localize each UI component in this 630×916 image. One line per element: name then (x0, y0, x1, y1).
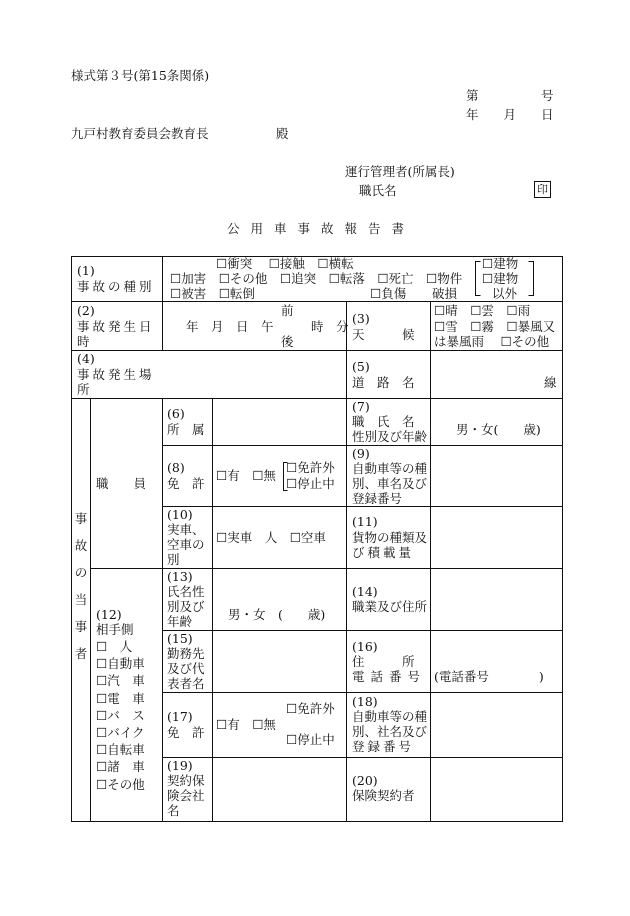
party-type-item: ☐自動車 (96, 656, 145, 672)
load-status-label-2: 空車の (167, 537, 205, 552)
road-label: 道 路 名 (352, 375, 415, 390)
party-name-label-3: 年齢 (167, 614, 193, 629)
load-status-label-number: (10) (167, 507, 193, 522)
date-fields: 年 月 日 午 時 分 (186, 319, 349, 334)
party-vehicle-label-3: 登録番号 (352, 739, 415, 754)
party-vehicle-label-number: (18) (352, 694, 378, 709)
name-label: 職氏名 (359, 183, 397, 198)
addressee-honorific: 殿 (276, 126, 289, 141)
vehicle-label-number: (9) (352, 446, 370, 461)
date-label-tail: 時 (77, 334, 90, 349)
type-label: 事故の種別 (77, 279, 155, 294)
insurer-label-3: 名 (167, 803, 180, 818)
addressee: 九戸村教育委員会教育長 (71, 126, 209, 141)
party-type-item: ☐バ ス (96, 707, 145, 723)
policyholder-label: 保険契約者 (352, 788, 415, 803)
type-label-number: (1) (77, 263, 95, 278)
party-vehicle-label-2: 別、社名及び (352, 724, 428, 739)
place-label-number: (4) (77, 351, 95, 366)
type-building: ☐建物 (482, 256, 519, 271)
staff-name-label-number: (7) (352, 399, 370, 414)
party-name-label-2: 別及び (167, 599, 205, 614)
type-building-2: ☐建物 (482, 271, 519, 286)
party-label: 相手側 (96, 622, 134, 637)
road-suffix: 線 (544, 375, 557, 390)
road-label-number: (5) (352, 359, 370, 374)
date-pm: 後 (281, 334, 294, 349)
cargo-label-2: び積載量 (352, 545, 415, 560)
parties-side-label: 事故の当事者 (74, 511, 88, 661)
party-gender-age: 男・女 ( 歳) (228, 607, 326, 622)
insurer-label-number: (19) (167, 758, 193, 773)
cargo-label-1: 貨物の種類及 (352, 530, 428, 545)
party-type-item: ☐電 車 (96, 690, 145, 706)
document-title: 公用車事故報告書 (227, 221, 416, 236)
policyholder-label-number: (20) (352, 773, 378, 788)
party-license-outside: ☐免許外 (286, 701, 335, 716)
phone-value: (電話番号 ) (434, 669, 544, 684)
license-suspended: ☐停止中 (286, 476, 335, 491)
license-outside: ☐免許外 (286, 460, 335, 475)
date-label-number: (2) (77, 303, 95, 318)
type-building-other: 以外 (492, 286, 518, 301)
party-type-item: ☐自転車 (96, 742, 145, 758)
vehicle-label-3: 登録番号 (352, 491, 403, 506)
party-vehicle-label-1: 自動車等の種 (352, 709, 428, 724)
address-label: 住 所 (352, 654, 415, 669)
license-label: 免 許 (167, 476, 205, 491)
vehicle-label-2: 別、車名及び (352, 476, 428, 491)
party-type-item: ☐その他 (96, 776, 145, 792)
place-label: 事故発生場 (77, 367, 155, 382)
party-type-item: ☐バイク (96, 725, 145, 741)
employer-label-2: 及び代 (167, 661, 205, 676)
type-options-line2: ☐加害 ☐その他 ☐追突 ☐転落 ☐死亡 ☐物件 (170, 271, 463, 286)
staff-gender-age-label: 性別及び年齢 (352, 429, 428, 444)
weather-options-3: は暴風雨 ☐その他 (434, 334, 550, 349)
weather-label-number: (3) (352, 311, 370, 326)
party-type-list (96, 638, 145, 793)
party-license-label-number: (17) (167, 709, 193, 724)
party-name-label-1: 氏名性 (167, 584, 205, 599)
cargo-label-number: (11) (352, 514, 378, 529)
type-options-line1: ☐衝突 ☐接触 ☐横転 (216, 256, 354, 271)
insurer-label-2: 険会社 (167, 788, 205, 803)
report-date-line: 年 月 日 (466, 107, 554, 122)
party-license-options: ☐有 ☐無 (216, 717, 276, 732)
type-options-line3: ☐被害 ☐転倒 (170, 286, 255, 301)
report-number-line: 第 号 (466, 88, 554, 103)
seal-mark: 印 (534, 181, 551, 198)
load-status-options: ☐実車 人 ☐空車 (216, 530, 326, 545)
party-job-label-number: (14) (352, 584, 378, 599)
vehicle-label-1: 自動車等の種 (352, 461, 428, 476)
address-label-number: (16) (352, 639, 378, 654)
dept-label: 所 属 (167, 422, 205, 437)
license-options: ☐有 ☐無 (216, 468, 276, 483)
date-am: 前 (281, 303, 294, 318)
employer-label-number: (15) (167, 631, 193, 646)
party-type-item: ☐ 人 (96, 639, 133, 654)
party-license-label: 免 許 (167, 725, 205, 740)
place-label-tail: 所 (77, 382, 90, 397)
party-label-number: (12) (96, 607, 122, 622)
staff-gender-age: 男・女( 歳) (456, 422, 541, 437)
party-type-item: ☐汽 車 (96, 673, 145, 689)
weather-options-2: ☐雪 ☐霧 ☐暴風又 (434, 319, 556, 334)
staff-name-label: 職 氏 名 (352, 414, 415, 429)
form-number: 様式第３号(第15条関係) (71, 68, 210, 83)
phone-label: 電話番号 (352, 669, 427, 684)
party-license-suspended: ☐停止中 (286, 732, 335, 747)
type-damage: 破損 (432, 286, 458, 301)
employer-label-1: 勤務先 (167, 646, 205, 661)
load-status-label-3: 別 (167, 552, 180, 567)
staff-label: 職 員 (96, 476, 147, 491)
party-job-label: 職業及び住所 (352, 599, 428, 614)
license-label-number: (8) (167, 460, 185, 475)
weather-label: 天 候 (352, 327, 415, 342)
dept-label-number: (6) (167, 406, 185, 421)
type-injury: ☐負傷 (370, 286, 407, 301)
manager-label: 運行管理者(所属長) (345, 164, 455, 179)
insurer-label-1: 契約保 (167, 773, 205, 788)
date-label: 事故発生日 (77, 319, 155, 334)
party-name-label-number: (13) (167, 569, 193, 584)
load-status-label-1: 実車、 (167, 522, 205, 537)
party-type-item: ☐諸 車 (96, 759, 145, 775)
weather-options-1: ☐晴 ☐雲 ☐雨 (434, 303, 531, 318)
employer-label-3: 表者名 (167, 676, 205, 691)
